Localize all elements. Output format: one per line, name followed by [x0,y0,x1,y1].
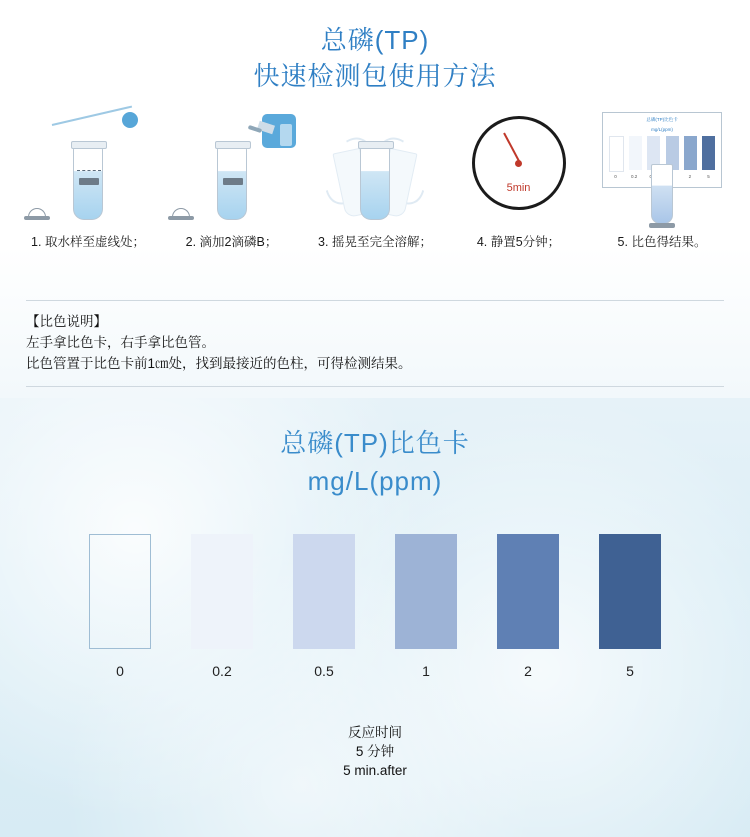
color-swatch [599,534,661,649]
swatch-label: 1 [422,663,430,679]
bottle-highlight [280,124,292,146]
colorimetry-note [26,300,724,387]
swatch-label: 2 [524,663,532,679]
clock-label: 5min [506,182,531,194]
tube-stand-icon [24,206,50,220]
clock-icon [472,116,566,210]
color-swatch-row [0,534,750,679]
swatch-column-2 [293,534,355,679]
title-line-2: 快速检测包使用方法 [253,61,497,91]
reaction-line-3: 5 min.after [343,763,407,778]
swatch-label: 0 [116,663,124,679]
swatch-column-3 [395,534,457,679]
step-3-caption: 3. 摇晃至完全溶解； [318,235,432,249]
color-swatch [395,534,457,649]
color-card-title [0,398,750,500]
page-title [0,0,750,94]
comparison-tube-stand [649,223,675,228]
swatch-column-1 [191,534,253,679]
color-card-title-line-1: 总磷(TP)比色卡 [280,428,470,458]
color-card-title-line-2: mg/L(ppm) [307,466,443,496]
swatch-column-4 [497,534,559,679]
color-swatch [293,534,355,649]
tube-cap-icon [71,141,107,149]
step-1-illustration [18,110,158,220]
color-swatch [191,534,253,649]
mini-card-value: 2 [688,174,692,179]
mini-swatch-1 [629,136,642,170]
title-line-1: 总磷(TP) [320,25,430,55]
tube-label-icon [223,178,243,185]
color-swatch [89,534,151,649]
note-line-2: 比色管置于比色卡前1㎝处，找到最接近的色柱，可得检测结果。 [26,356,412,371]
shake-tube-icon [360,148,390,220]
note-heading: 【比色说明】 [26,314,107,329]
reaction-time-block [0,723,750,780]
tube-cap-icon [358,141,394,149]
step-1-caption: 1. 取水样至虚线处； [31,235,145,249]
swatch-label: 0.5 [314,663,334,679]
step-5-illustration [592,110,732,220]
comparison-tube-icon [651,164,673,224]
mini-card-value: 0.2 [630,174,638,179]
pipette-bulb-icon [122,112,138,128]
step-5 [592,110,732,250]
color-card-section [0,398,750,837]
step-5-caption: 5. 比色得结果。 [617,235,707,249]
step-2-caption: 2. 滴加2滴磷B； [185,235,278,249]
mini-swatch-5 [702,136,715,170]
steps-row [0,110,750,250]
dropper-bottle-icon [242,110,296,156]
mini-card-value: 0 [614,174,617,179]
step-4 [449,110,589,250]
tube-label-icon [79,178,99,185]
test-tube-icon [73,148,103,220]
mini-swatch-4 [684,136,697,170]
reaction-line-2: 5 分钟 [355,744,395,759]
step-3-illustration [305,110,445,220]
clock-hand-icon [503,133,521,164]
tube-stand-icon [168,206,194,220]
tube-dashed-line [77,170,101,171]
test-tube-icon [217,148,247,220]
swatch-column-5 [599,534,661,679]
swatch-column-0 [89,534,151,679]
note-line-1: 左手拿比色卡，右手拿比色管。 [26,335,215,350]
color-swatch [497,534,559,649]
swatch-label: 5 [626,663,634,679]
pipette-stem-icon [52,106,132,126]
step-3 [305,110,445,250]
instructions-section [0,0,750,398]
mini-card-title-2: mg/L(ppm) [651,127,673,132]
mini-card-title-1: 总磷(TP)比色卡 [646,117,678,122]
tube-cap-icon [215,141,251,149]
reaction-line-1: 反应时间 [348,725,402,740]
step-4-caption: 4. 静置5分钟； [476,235,561,249]
mini-swatch-0 [609,136,624,172]
step-1 [18,110,158,250]
mini-card-value: 5 [707,174,710,179]
step-4-illustration [449,110,589,220]
step-2 [162,110,302,250]
swatch-label: 0.2 [212,663,232,679]
clock-center-dot [515,160,522,167]
step-2-illustration [162,110,302,220]
